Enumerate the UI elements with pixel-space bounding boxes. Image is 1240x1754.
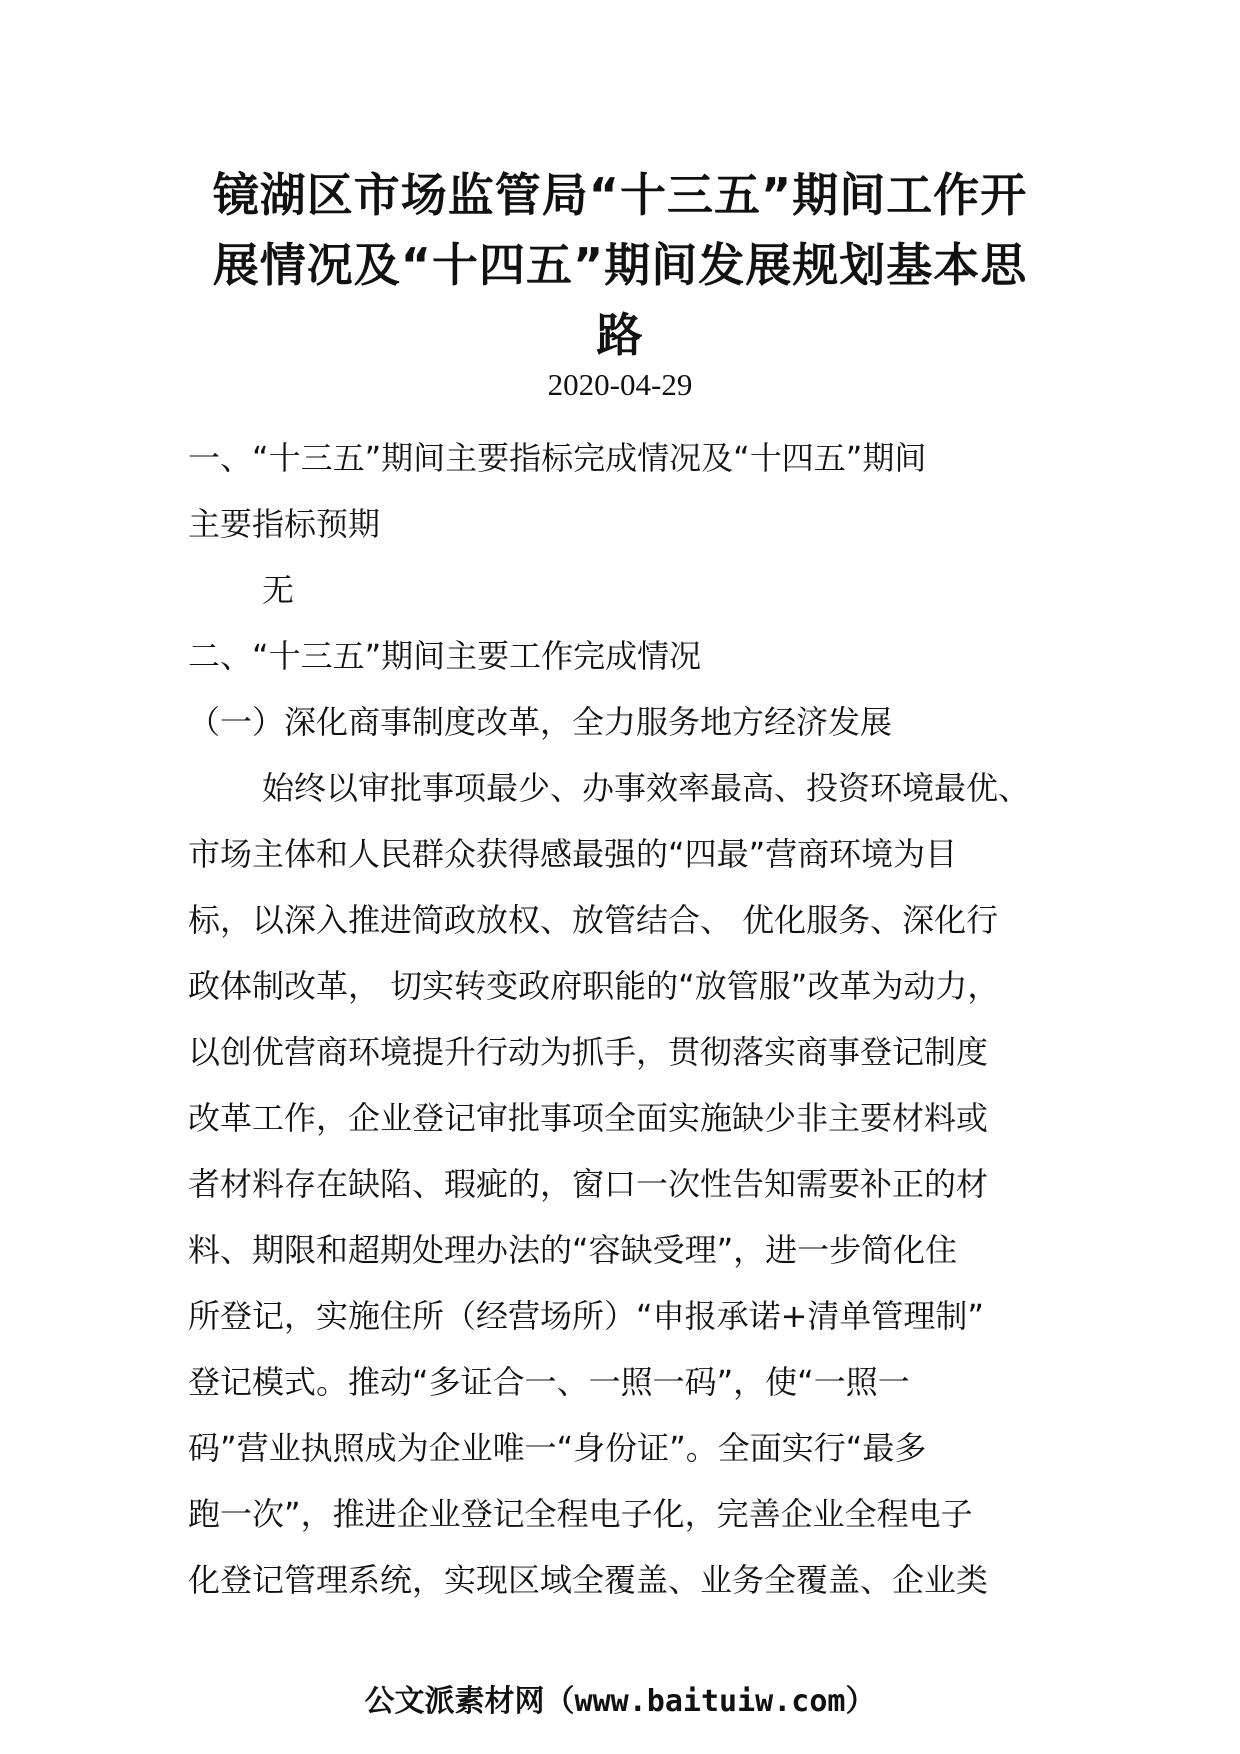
body-line-10: 登记模式。推动“多证合一、一照一码”，使“一照一 [188,1363,910,1401]
body-line-13: 化登记管理系统，实现区域全覆盖、业务全覆盖、企业类 [188,1561,989,1599]
body-line-3: 标，以深入推进简政放权、放管结合、 优化服务、深化行 [188,901,999,939]
body-line-6: 改革工作，企业登记审批事项全面实施缺少非主要材料或 [188,1099,989,1137]
footer-site-name: 公文派素材网（ [364,1684,575,1719]
heading-2: 二、“十三五”期间主要工作完成情况 [188,637,702,675]
title-line-3: 路 [596,308,644,362]
body-line-5: 以创优营商环境提升行动为抓手，贯彻落实商事登记制度 [188,1033,989,1071]
document-title [190,160,1050,370]
body-line-4: 政体制改革， 切实转变政府职能的“放管服”改革为动力， [188,967,1000,1005]
body-line-8: 料、期限和超期处理办法的“容缺受理”，进一步简化住 [188,1231,958,1269]
document-body [188,425,1068,1613]
subheading-1: （一）深化商事制度改革，全力服务地方经济发展 [188,703,893,741]
body-line-1: 始终以审批事项最少、办事效率最高、投资环境最优、 [262,769,1031,807]
heading-1-line-2: 主要指标预期 [188,505,381,543]
body-line-11: 码”营业执照成为企业唯一“身份证”。全面实行“最多 [188,1429,927,1467]
document-date: 2020-04-29 [547,367,693,402]
body-line-9: 所登记，实施住所（经营场所）“申报承诺+清单管理制” [188,1297,984,1335]
title-line-2: 展情况及“十四五”期间发展规划基本思 [212,238,1028,292]
footer-close: ） [845,1684,876,1719]
body-line-7: 者材料存在缺陷、瑕疵的，窗口一次性告知需要补正的材 [188,1165,989,1203]
title-line-1: 镜湖区市场监管局“十三五”期间工作开 [212,168,1028,222]
body-line-2: 市场主体和人民群众获得感最强的“四最”营商环境为目 [188,835,958,873]
none-text: 无 [262,571,295,609]
page-footer [190,1682,1050,1722]
body-line-12: 跑一次”，推进企业登记全程电子化，完善企业全程电子 [188,1495,973,1533]
footer-url: www.baituiw.com [574,1684,846,1719]
heading-1-line-1: 一、“十三五”期间主要指标完成情况及“十四五”期间 [188,439,927,477]
